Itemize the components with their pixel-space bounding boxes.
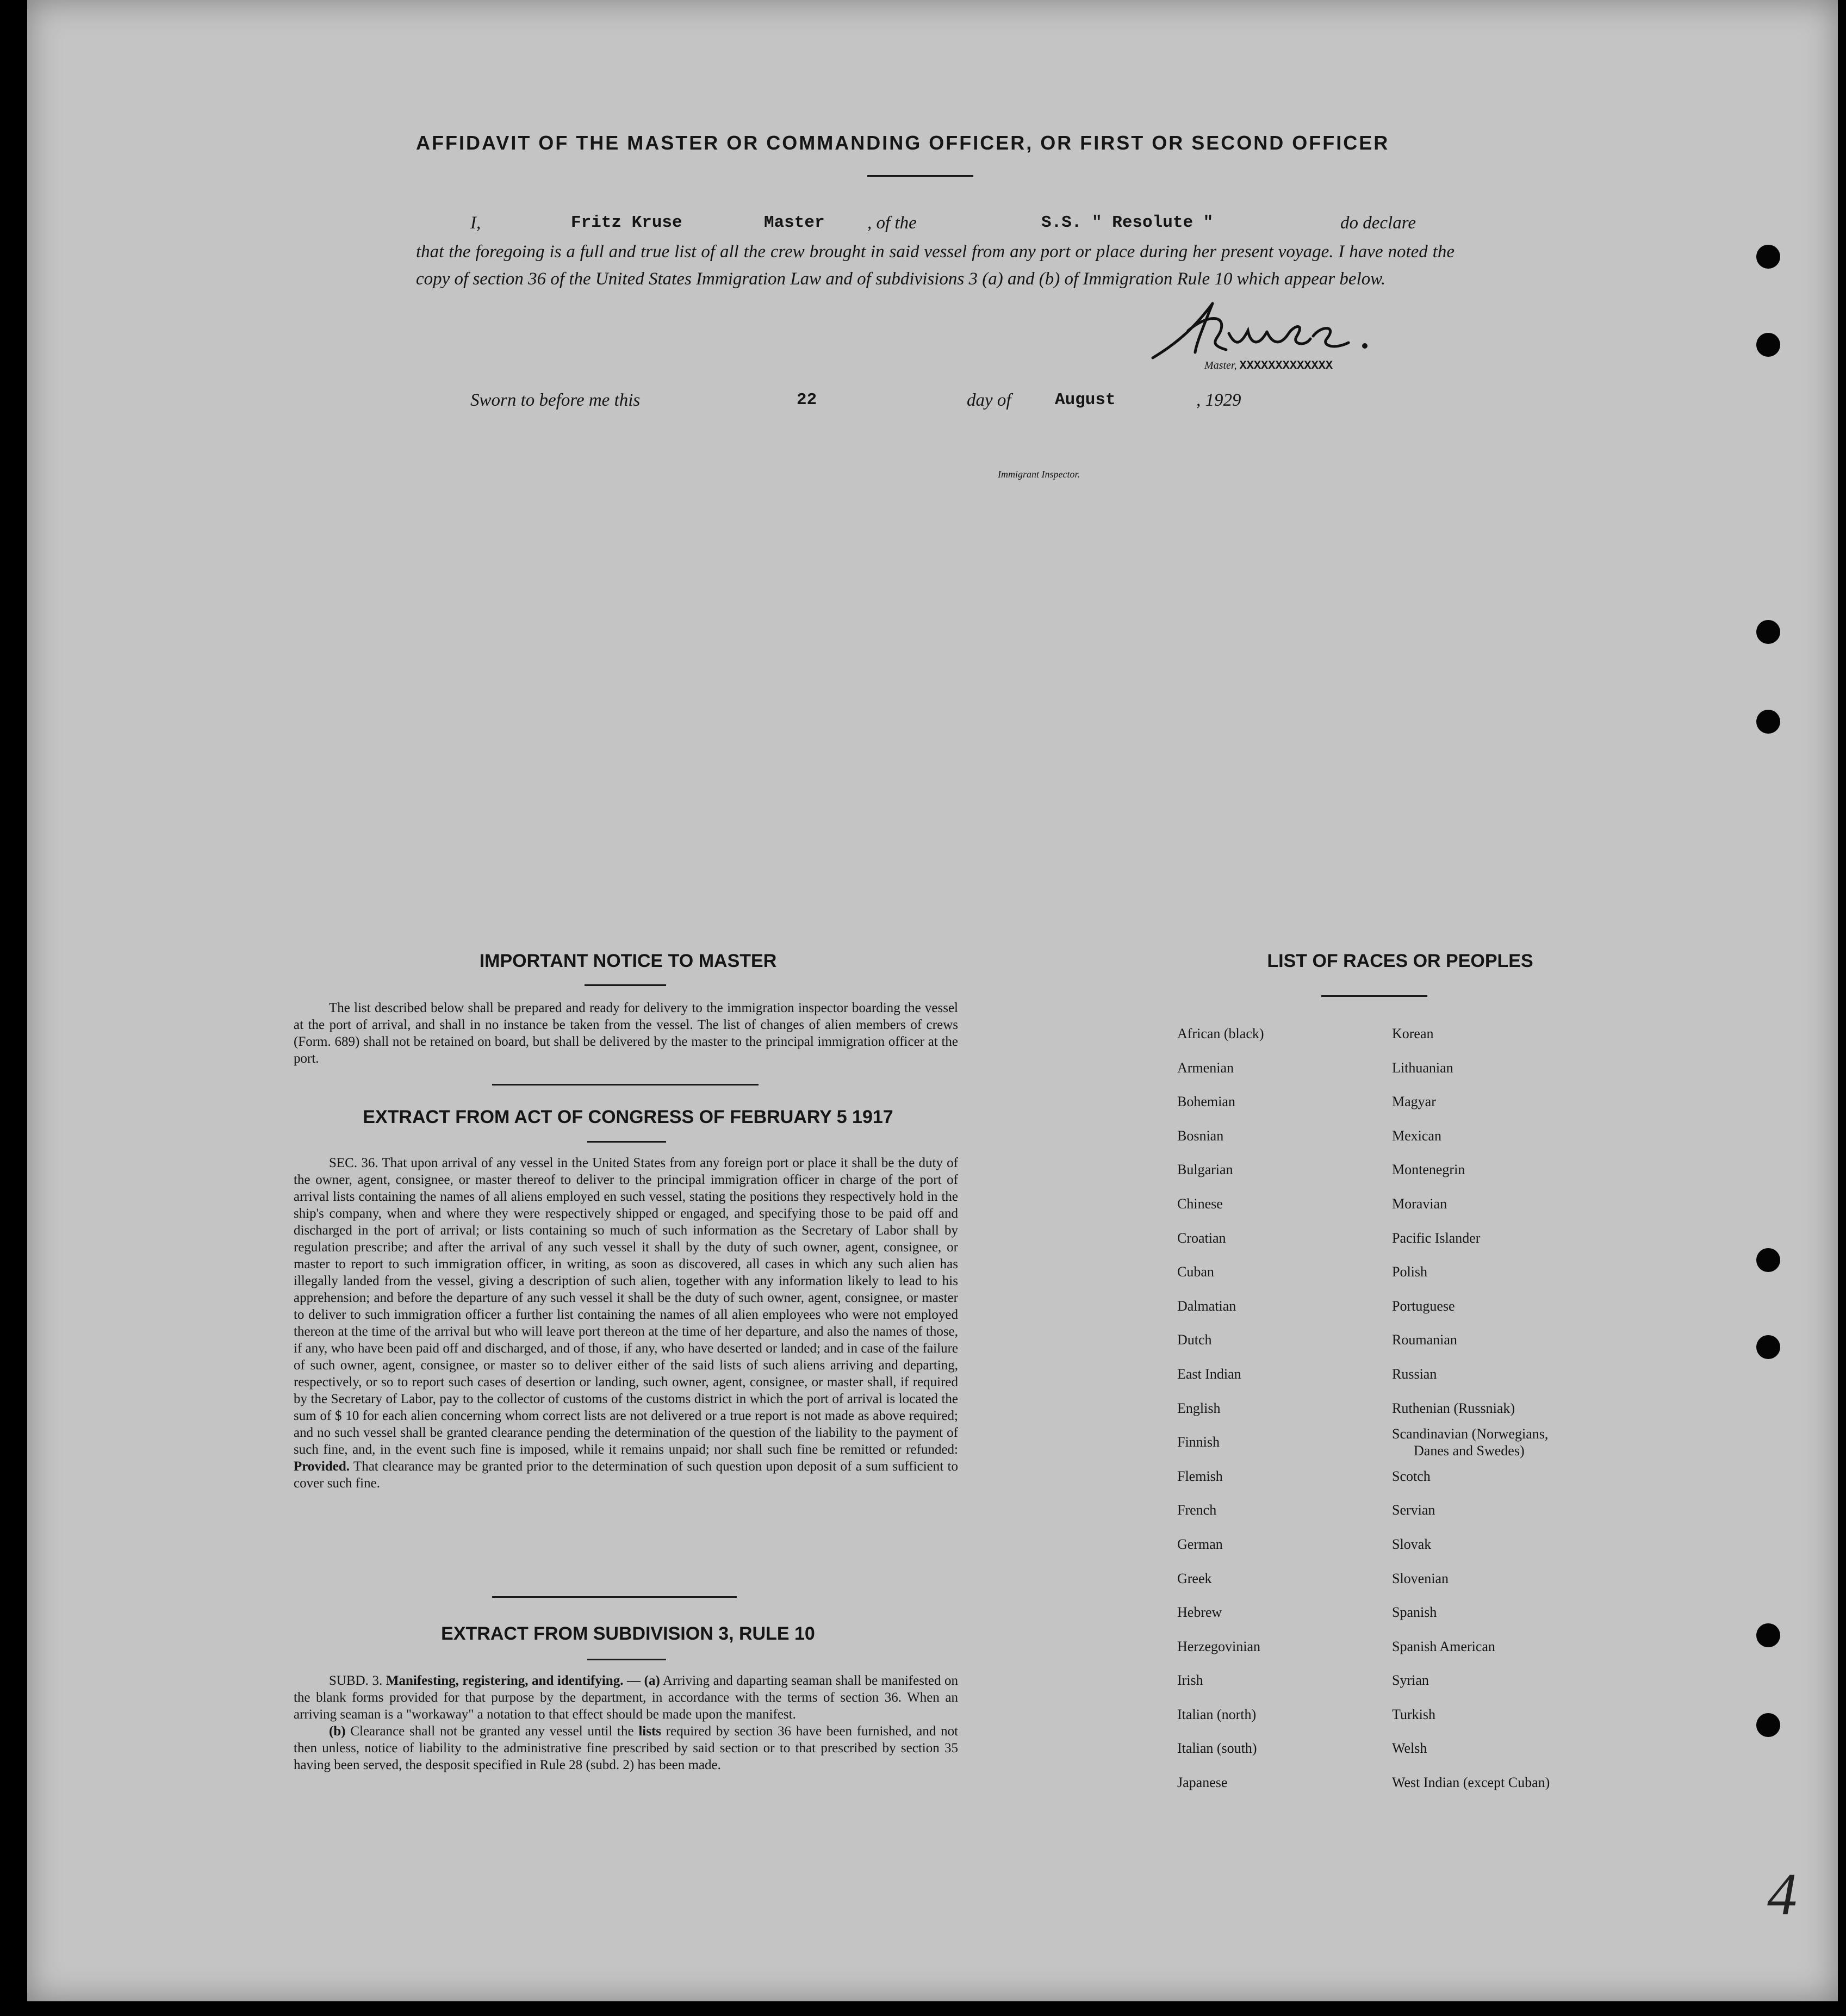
punch-hole: [1756, 1623, 1780, 1647]
race-item: Slovenian: [1392, 1570, 1449, 1586]
race-item: Spanish American: [1392, 1638, 1495, 1654]
rule-title: EXTRACT FROM SUBDIVISION 3, RULE 10: [441, 1623, 815, 1644]
act-body: SEC. 36. That upon arrival of any vessel in the United States from any foreign port or place it shall be the duty of the owner, agent, consignee, or master thereof to deliver to the principal immigration officer in charge of the port of arrival lists containing the names of all aliens employed en such vessel, stating the positions they respectively hold in the ship's company, when and where they were respectively shipped or engaged, and specifying those to be paid off and discharged in the port of arrival; or lists containing so much of such information as the Secretary of Labor shall by regulation prescribe; and after the arrival of any such vessel it shall by the duty of such owner, agent, consignee, or master to report to such immigration officer, in writing, as soon as discovered, all cases in which any such alien has illegally landed from the vessel, giving a description of such alien, together with any information likely to lead to his apprehension; and before the departure of any such vessel it shall be the duty of such owner, agent, consignee, or master to deliver to such immigration officer a further list containing the names of all alien employees who were not employed thereon at the time of the arrival but who will leave port thereon at the time of her departure, and also the names of those, if any, who have been paid off and discharged, and of those, if any, who have deserted or landed; and in case of the failure of such owner, agent, consignee, or master so to deliver either of the said lists of such aliens arriving and departing, respectively, or so to report such cases of desertion or landing, such owner, agent, consignee, or master shall, if required by the Secretary of Labor, pay to the collector of customs of the customs district in which the port of arrival is located the sum of $ 10 for each alien concerning whom correct lists are not delivered or a true report is not made as above required; and no such vessel shall be granted clearance pending the determination of the question of the liability to the payment of such fine, and, in the event such fine is imposed, while it remains unpaid; nor shall such fine be remitted or refunded:: [294, 1156, 958, 1457]
race-item: Dalmatian: [1177, 1298, 1236, 1314]
day-of-label: day of: [967, 390, 1011, 410]
race-item: Dutch: [1177, 1332, 1212, 1348]
rule-rule: [587, 1659, 666, 1660]
races-rule: [1321, 995, 1427, 997]
master-signature: [1131, 293, 1435, 363]
race-item: French: [1177, 1502, 1217, 1518]
race-item: Ruthenian (Russniak): [1392, 1400, 1515, 1416]
race-item: Japanese: [1177, 1775, 1228, 1791]
race-item-scandinavian: Scandinavian (Norwegians,: [1392, 1426, 1549, 1442]
race-item: Montenegrin: [1392, 1162, 1465, 1178]
race-item: Welsh: [1392, 1740, 1427, 1757]
notice-text: [294, 1000, 958, 1067]
race-item: Mexican: [1392, 1127, 1441, 1144]
notice-paragraph: The list described below shall be prepared and ready for delivery to the immigration inspector boarding the vessel at the port of arrival, and shall in no instance be taken from the vessel. The list of changes of alien members of crews (Form. 689) shall not be retained on board, but shall be delivered by the master to the principal immigration officer at the port.: [294, 1001, 958, 1066]
race-item: Polish: [1392, 1264, 1428, 1280]
race-item: Italian (north): [1177, 1706, 1257, 1722]
act-provided: Provided.: [294, 1459, 350, 1474]
rule-text: [294, 1672, 958, 1773]
manifest-page: [27, 0, 1838, 2001]
race-item: West Indian (except Cuban): [1392, 1775, 1550, 1791]
subd-label: SUBD. 3.: [329, 1673, 383, 1688]
race-item: Lithuanian: [1392, 1059, 1453, 1076]
rule-a-paragraph: [294, 1672, 958, 1723]
punch-hole: [1756, 710, 1780, 734]
subd-a-marker: — (a): [627, 1673, 660, 1688]
rule-b-paragraph: [294, 1723, 958, 1773]
race-item: Flemish: [1177, 1468, 1223, 1484]
race-item: Bulgarian: [1177, 1162, 1233, 1178]
race-item: Croatian: [1177, 1230, 1226, 1246]
race-item: German: [1177, 1536, 1223, 1552]
race-item: Moravian: [1392, 1195, 1447, 1212]
race-item: Irish: [1177, 1672, 1203, 1689]
race-item: Cuban: [1177, 1264, 1214, 1280]
race-item: Greek: [1177, 1570, 1212, 1586]
act-rule: [587, 1141, 666, 1143]
notice-title: IMPORTANT NOTICE TO MASTER: [479, 951, 777, 971]
race-item-scandinavian-cont: Danes and Swedes): [1414, 1443, 1525, 1459]
race-item: Korean: [1392, 1026, 1434, 1041]
master-label: Master,: [1204, 359, 1237, 371]
vessel-name: S.S. " Resolute ": [1041, 213, 1214, 232]
races-col1: [1177, 1017, 1264, 1800]
punch-hole: [1756, 333, 1780, 357]
race-item: Bosnian: [1177, 1127, 1224, 1144]
affidavit-body: that the foregoing is a full and true list of all the crew brought in said vessel from any port or place during her present voyage. I have noted the copy of section 36 of the United States Immigration Law and of subdivisions 3 (a) and (b) of Immigration Rule 10 which appear below.: [416, 242, 1455, 289]
race-item: Pacific Islander: [1392, 1230, 1481, 1246]
sworn-label: Sworn to before me this: [470, 390, 641, 410]
subd-b-lists: lists: [638, 1724, 662, 1739]
race-item: Magyar: [1392, 1094, 1436, 1110]
sworn-day: 22: [797, 390, 817, 410]
subd-a-text: Arriving and daparting seaman shall be manifested on the blank forms provided for that purpose by the department, in accordance with the terms of section 36. When an arriving seaman is a "workaway" a notation to that effect should be made upon the manifest.: [294, 1673, 959, 1722]
handwritten-mark: 4: [1767, 1861, 1797, 1927]
notice-end-rule: [492, 1084, 759, 1085]
inspector-label: Immigrant Inspector.: [998, 469, 1080, 480]
do-declare-label: do declare: [1340, 213, 1416, 233]
race-item: Hebrew: [1177, 1604, 1222, 1621]
punch-hole: [1756, 245, 1780, 269]
act-paragraph: [294, 1155, 958, 1492]
race-item: Roumanian: [1392, 1332, 1457, 1348]
race-item: [1392, 1425, 1550, 1460]
punch-hole: [1756, 1248, 1780, 1272]
act-title: EXTRACT FROM ACT OF CONGRESS OF FEBRUARY 5 1917: [363, 1107, 893, 1127]
affidavit-title: AFFIDAVIT OF THE MASTER OR COMMANDING OFFICER, OR FIRST OR SECOND OFFICER: [416, 132, 1390, 154]
of-the-label: , of the: [867, 213, 917, 233]
race-item: Bohemian: [1177, 1094, 1235, 1110]
race-item: African (black): [1177, 1026, 1264, 1041]
race-item: Scotch: [1392, 1468, 1431, 1484]
notice-rule: [585, 984, 666, 986]
act-tail: That clearance may be granted prior to the determination of such question upon deposit of a sum sufficient to cover such fine.: [294, 1459, 958, 1491]
race-item: Servian: [1392, 1502, 1435, 1518]
race-item: Spanish: [1392, 1604, 1437, 1621]
race-item: Syrian: [1392, 1672, 1429, 1689]
act-text: [294, 1155, 958, 1492]
race-item: Turkish: [1392, 1706, 1435, 1722]
punch-hole: [1756, 1335, 1780, 1359]
races-title: LIST OF RACES OR PEOPLES: [1267, 951, 1533, 971]
race-item: Portuguese: [1392, 1298, 1455, 1314]
subd-b-text2: required by section 36 have been furnished, and not then unless, notice of liability to the administrative fine prescribed by said section or to that prescribed by section 35 having been served, the desposit specified in Rule 28 (subd. 2) has been made.: [294, 1724, 959, 1772]
race-item: English: [1177, 1400, 1221, 1416]
affidavit-line1: [27, 213, 1495, 240]
punch-hole: [1756, 620, 1780, 644]
race-item: Finnish: [1177, 1434, 1220, 1450]
race-item: Chinese: [1177, 1195, 1223, 1212]
race-item: Slovak: [1392, 1536, 1432, 1552]
race-item: Armenian: [1177, 1059, 1234, 1076]
master-name: Fritz Kruse: [571, 213, 682, 232]
sworn-month: August: [1055, 390, 1116, 410]
title-rule: [867, 175, 973, 177]
master-rank: Master: [764, 213, 825, 232]
master-label-row: [1204, 359, 1333, 373]
subd-b-text1: Clearance shall not be granted any vessel until the: [350, 1724, 634, 1739]
sworn-year: , 1929: [1196, 390, 1241, 410]
sworn-row: [27, 390, 1495, 418]
subd-heading: Manifesting, registering, and identifying.: [386, 1673, 624, 1688]
punch-hole: [1756, 1713, 1780, 1737]
master-struck: XXXXXXXXXXXXX: [1239, 359, 1333, 373]
subd-b-marker: (b): [329, 1724, 346, 1739]
race-item: Italian (south): [1177, 1740, 1257, 1757]
race-item: East Indian: [1177, 1366, 1241, 1382]
race-item: Herzegovinian: [1177, 1638, 1261, 1654]
act-end-rule: [492, 1596, 737, 1598]
race-item: Russian: [1392, 1366, 1437, 1382]
races-col2: [1392, 1017, 1550, 1800]
declarant-prefix: I,: [470, 213, 481, 233]
